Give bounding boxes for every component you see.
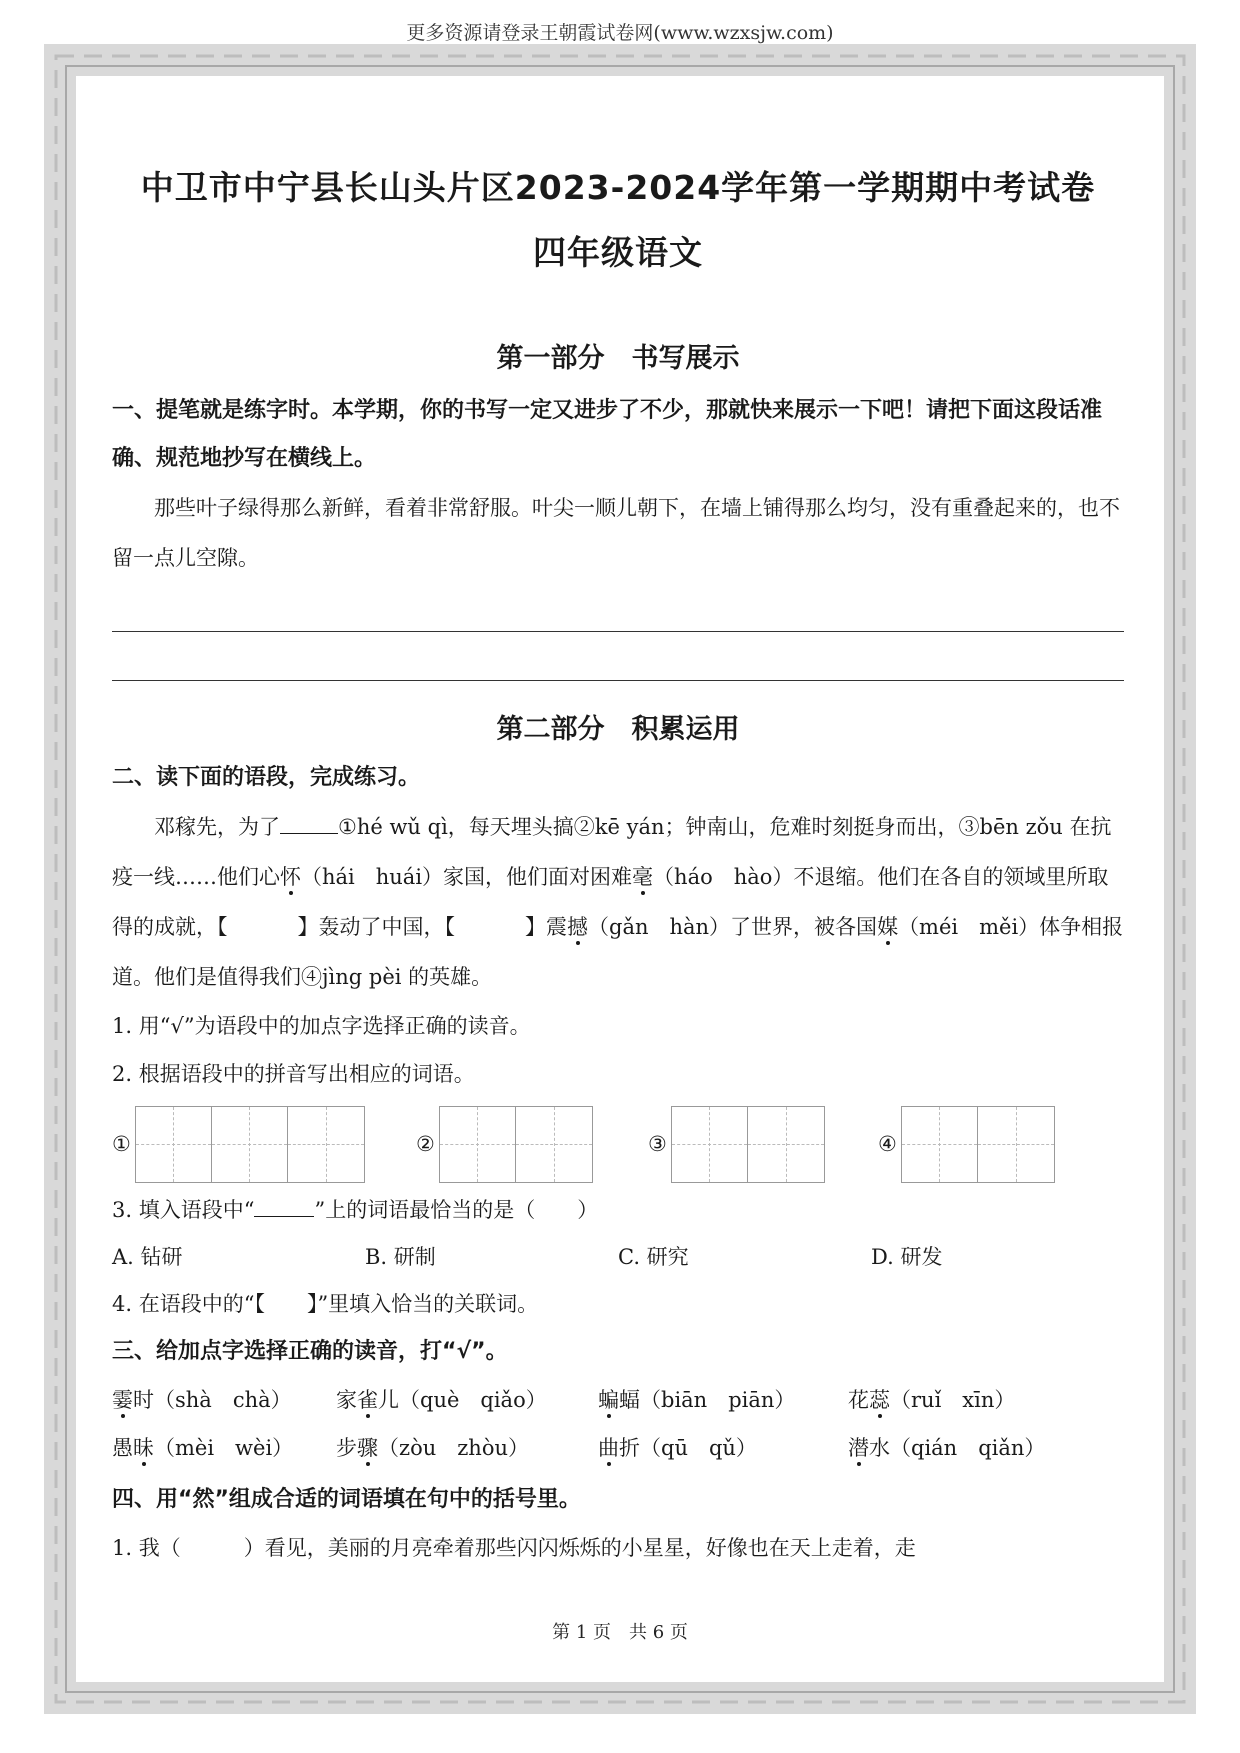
pinyin-pre: 花 [848,1388,869,1412]
answer-options [112,1234,1124,1280]
option-c[interactable]: C. 研究 [618,1245,689,1269]
grid-label: ② [416,1132,435,1156]
char-box[interactable] [748,1107,824,1182]
dotted-char: 曲 [598,1436,619,1460]
dotted-char: 雀 [357,1388,378,1412]
question1-heading: 一、提笔就是练字时。本学期，你的书写一定又进步了不少，那就快来展示一下吧！请把下面这段话准确、规范地抄写在横线上。 [112,398,1103,471]
question4-heading: 四、用“然”组成合适的词语填在句中的括号里。 [112,1487,581,1512]
exam-title: 中卫市中宁县长山头片区2023-2024学年第一学期期中考试卷 [140,168,1096,207]
para-seg: （méi měi）体争相报道。他们是值得我们④jìng pèi 的英雄。 [112,915,1124,989]
question1-text: 那些叶子绿得那么新鲜，看着非常舒服。叶尖一顺儿朝下，在墙上铺得那么均匀，没有重叠起来的，也不留一点儿空隙。 [112,496,1120,570]
pinyin-item[interactable] [848,1376,1015,1424]
question2-paragraph [112,802,1124,1002]
grid-label: ① [112,1132,131,1156]
pinyin-pre: 家 [336,1388,357,1412]
char-box[interactable] [978,1107,1054,1182]
char-boxes [671,1106,825,1183]
blank-underline [254,1196,314,1217]
dotted-char: 毫 [632,865,654,889]
option-a[interactable]: A. 钻研 [112,1245,183,1269]
char-box[interactable] [516,1107,592,1182]
pinyin-item[interactable] [112,1424,336,1472]
pinyin-rest: 蝠（biān piān） [619,1388,796,1412]
pinyin-pre: 愚 [112,1436,133,1460]
question3-heading: 三、给加点字选择正确的读音，打“√”。 [112,1339,508,1364]
char-box[interactable] [902,1107,978,1182]
question2-heading: 二、读下面的语段，完成练习。 [112,765,421,790]
pinyin-rest: 折（qū qǔ） [619,1436,757,1460]
char-boxes [439,1106,593,1183]
para-seg: （hái huái）家国，他们面对困难 [301,865,633,889]
char-box[interactable] [440,1107,516,1182]
dotted-char: 骤 [357,1436,378,1460]
char-boxes [901,1106,1055,1183]
para-seg: （gǎn hàn）了世界，被各国 [588,915,878,939]
writing-grid-row [112,1102,1124,1186]
para-seg: ①hé wǔ qì，每天埋头搞②kē yán；钟南山，危难时刻挺身而出，③bēn zǒu 在抗疫一线……他们心 [112,815,1112,889]
pinyin-rest: （zòu zhòu） [378,1436,529,1460]
writing-line-1[interactable] [112,583,1124,632]
pinyin-item[interactable] [112,1376,336,1424]
dotted-char: 霎 [112,1388,133,1412]
dotted-char: 撼 [567,915,588,939]
writing-line-2[interactable] [112,632,1124,681]
grid-group-4 [878,1106,1055,1183]
pinyin-item[interactable] [848,1424,1045,1472]
pinyin-rest: （ruǐ xīn） [890,1388,1016,1412]
option-b[interactable]: B. 研制 [365,1245,436,1269]
grid-label: ③ [648,1132,667,1156]
sub3-post: ”上的词语最恰当的是（ ） [314,1198,599,1222]
pinyin-item[interactable] [598,1376,848,1424]
page-footer: 第 1 页 共 6 页 [552,1622,688,1643]
dotted-char: 蝙 [598,1388,619,1412]
blank-underline[interactable] [280,811,338,834]
dotted-char: 昧 [133,1436,154,1460]
pinyin-rest: 儿（què qiǎo） [378,1388,547,1412]
char-box[interactable] [212,1107,288,1182]
dotted-char: 潜 [848,1436,869,1460]
sub-question-2: 2. 根据语段中的拼音写出相应的词语。 [112,1062,475,1086]
pinyin-rest: （mèi wèi） [154,1436,294,1460]
part2-title: 第二部分 积累运用 [496,714,740,745]
pinyin-item[interactable] [598,1424,848,1472]
sub3-pre: 3. 填入语段中“ [112,1198,255,1222]
para-seg: 邓稼先，为了 [154,815,280,839]
sub-question-3 [112,1186,1124,1234]
pinyin-row-1 [112,1376,1124,1424]
pinyin-pre: 步 [336,1436,357,1460]
grid-label: ④ [878,1132,897,1156]
pinyin-rest: 水（qián qiǎn） [869,1436,1046,1460]
dotted-char: 怀 [280,865,301,889]
pinyin-row-2 [112,1424,1124,1472]
sub-question-1: 1. 用“√”为语段中的加点字选择正确的读音。 [112,1014,531,1038]
part1-title: 第一部分 书写展示 [496,343,740,374]
pinyin-item[interactable] [336,1424,598,1472]
char-box[interactable] [672,1107,748,1182]
question4-line-1: 1. 我（ ）看见，美丽的月亮牵着那些闪闪烁烁的小星星，好像也在天上走着，走 [112,1536,916,1560]
char-boxes [135,1106,365,1183]
char-box[interactable] [136,1107,212,1182]
grid-group-1 [112,1106,416,1183]
char-box[interactable] [288,1107,364,1182]
para-seg: （háo hào）不退缩。他们在各自的领域里所取得的成就，【 [112,865,1109,939]
pinyin-item[interactable] [336,1376,598,1424]
sub-question-4: 4. 在语段中的“【 】”里填入恰当的关联词。 [112,1292,539,1316]
dotted-char: 蕊 [869,1388,890,1412]
option-d[interactable]: D. 研发 [871,1245,943,1269]
exam-sheet [112,140,1124,1572]
dotted-char: 媒 [877,915,899,939]
grid-group-2 [416,1106,648,1183]
pinyin-rest: 时（shà chà） [133,1388,292,1412]
para-seg: 】轰动了中国，【 [297,915,455,939]
para-seg: 】震 [525,915,567,939]
exam-subtitle: 四年级语文 [533,233,703,272]
grid-group-3 [648,1106,878,1183]
top-banner: 更多资源请登录王朝霞试卷网(www.wzxsjw.com) [406,22,834,44]
